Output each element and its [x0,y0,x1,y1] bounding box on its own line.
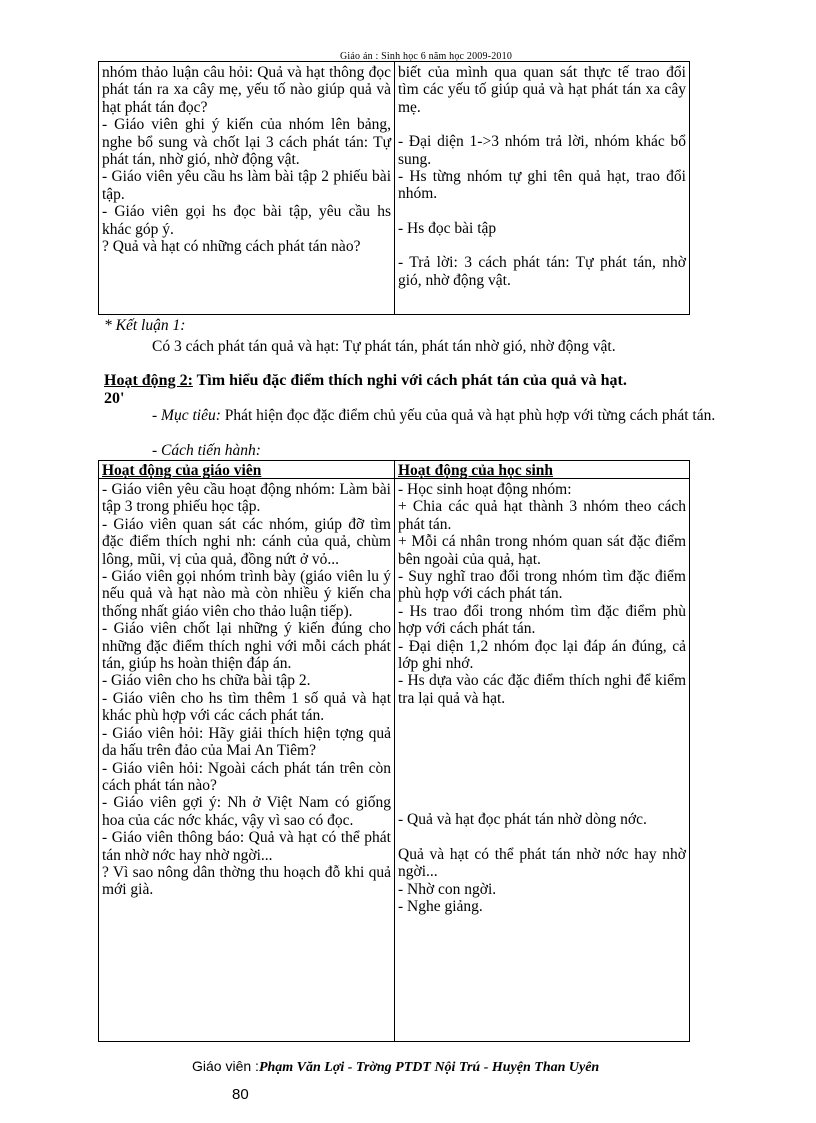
text-line: - Giáo viên ghi ý kiến của nhóm lên bảng, nghe bổ sung và chốt lại 3 cách phát tán: Tự phát tán, nhờ gió, nhờ động vật. [102,116,391,169]
text-line: - Giáo viên gọi nhóm trình bày (giáo viên lu ý nếu quả và hạt nào mà còn nhiều ý kiến cha thống nhất giáo viên cho thảo luận tiếp). [102,568,391,620]
student-activity-cell [395,62,690,315]
spacer-line [398,116,686,133]
text-line: - Giáo viên yêu cầu hs làm bài tập 2 phiếu bài tập. [102,168,391,203]
spacer-block [398,707,686,811]
text-line: - Giáo viên quan sát các nhóm, giúp đỡ tìm đặc điểm thích nghi nh: cánh của quả, chùm lông, mũi, vị của quả, đồng nứt ở vỏ... [102,515,391,568]
text-line: - Hs từng nhóm tự ghi tên quả hạt, trao đổi nhóm. [398,168,686,203]
teacher-label: Giáo viên : [192,1058,259,1074]
activity-label: Hoạt động 2: [104,372,193,389]
activity-table [98,460,690,1042]
text-line: + Chia các quả hạt thành 3 nhóm theo cách phát tán. [398,498,686,533]
text-line: nhóm thảo luận câu hỏi: Quả và hạt thông đọc phát tán ra xa cây mẹ, yếu tố nào giúp quả và hạt phát tán đọc? [102,64,391,116]
spacer-line [398,237,686,254]
procedure-label: - Cách tiến hành: [152,442,261,459]
page-number: 80 [232,1086,249,1103]
teacher-activity-cell [99,62,395,315]
student-activity-cell [395,479,690,1042]
activity-duration: 20' [104,390,125,407]
text-line: - Giáo viên chốt lại những ý kiến đúng cho những đặc điểm thích nghi với mỗi cách phát tán, giúp hs hoàn thiện đáp án. [102,620,391,673]
activity-table-continued [98,61,690,315]
spacer-line [398,203,686,220]
conclusion-label: * Kết luận 1: [104,317,186,334]
objective-label: - Mục tiêu: [152,407,221,424]
conclusion-text: Có 3 cách phát tán quả và hạt: Tự phát tán, phát tán nhờ gió, nhờ động vật. [152,338,616,355]
activity-heading [104,372,744,408]
document-header: Giáo án : Sinh học 6 năm học 2009-2010 [340,51,513,62]
text-line: - Hs trao đổi trong nhóm tìm đặc điểm phù hợp với cách phát tán. [398,602,686,638]
text-line: ? Quả và hạt có những cách phát tán nào? [102,238,361,256]
text-line: - Quả và hạt đọc phát tán nhờ dòng nớc. [398,811,647,829]
text-line: - Giáo viên hỏi: Ngoài cách phát tán trên còn cách phát tán nào? [102,759,391,794]
text-line: + Mỗi cá nhân trong nhóm quan sát đặc điểm bên ngoài của quả, hạt. [398,533,686,568]
text-line: - Nhờ con ngời. [398,880,497,898]
text-line: - Giáo viên yêu cầu hoạt động nhóm: Làm bài tập 3 trong phiếu học tập. [102,481,391,516]
objective [104,407,744,425]
spacer-line [398,829,686,846]
teacher-activity-cell [99,479,395,1042]
text-line: - Giáo viên hỏi: Hãy giải thích hiện tợng quả da hấu trên đảo của Mai An Tiêm? [102,724,391,760]
text-line: biết của mình qua quan sát thực tế trao đổi tìm các yếu tố giúp quả và hạt phát tán xa cây mẹ. [398,64,686,116]
text-line: - Hs dựa vào các đặc điểm thích nghi để kiểm tra lại quả và hạt. [398,672,686,707]
table-header-row [99,461,690,479]
teacher-name: Phạm Văn Lợi - Trờng PTDT Nội Trú - Huyện Than Uyên [258,1060,600,1075]
text-line: - Đại diện 1->3 nhóm trả lời, nhóm khác bổ sung. [398,133,686,168]
text-line: - Giáo viên thông báo: Quả và hạt có thể phát tán nhờ nớc hay nhờ ngời... [102,829,391,864]
text-line: - Giáo viên gợi ý: Nh ở Việt Nam có giống hoa của các nớc khác, vậy vì sao có đọc. [102,794,391,829]
text-line: - Giáo viên cho hs tìm thêm 1 số quả và hạt khác phù hợp với các cách phát tán. [102,689,391,725]
text-line: - Nghe giảng. [398,897,483,915]
text-line: - Giáo viên cho hs chữa bài tập 2. [102,672,311,690]
column-header-student: Hoạt động của học sinh [395,461,690,479]
table-row [99,479,690,1042]
activity-title: Tìm hiểu đặc điểm thích nghi với cách phát tán của quả và hạt. [192,372,627,389]
text-line: - Hs đọc bài tập [398,219,497,237]
text-line: - Suy nghĩ trao đổi trong nhóm tìm đặc điểm phù hợp với cách phát tán. [398,568,686,603]
column-header-teacher: Hoạt động của giáo viên [99,461,395,479]
table-row [99,62,690,315]
text-line: ? Vì sao nông dân thờng thu hoạch đỗ khi quả mới già. [102,863,391,899]
text-line: - Trả lời: 3 cách phát tán: Tự phát tán, nhờ gió, nhờ động vật. [398,254,686,289]
footer-teacher [192,1058,599,1076]
text-line: Quả và hạt có thể phát tán nhờ nớc hay nhờ ngời... [398,845,686,881]
text-line: - Giáo viên gọi hs đọc bài tập, yêu cầu hs khác góp ý. [102,203,391,238]
text-line: - Đại diện 1,2 nhóm đọc lại đáp án đúng, cả lớp ghi nhớ. [398,637,686,673]
text-line: - Học sinh hoạt động nhóm: [398,481,572,498]
objective-text: Phát hiện đọc đặc điểm chủ yếu của quả và hạt phù hợp với từng cách phát tán. [220,407,716,424]
